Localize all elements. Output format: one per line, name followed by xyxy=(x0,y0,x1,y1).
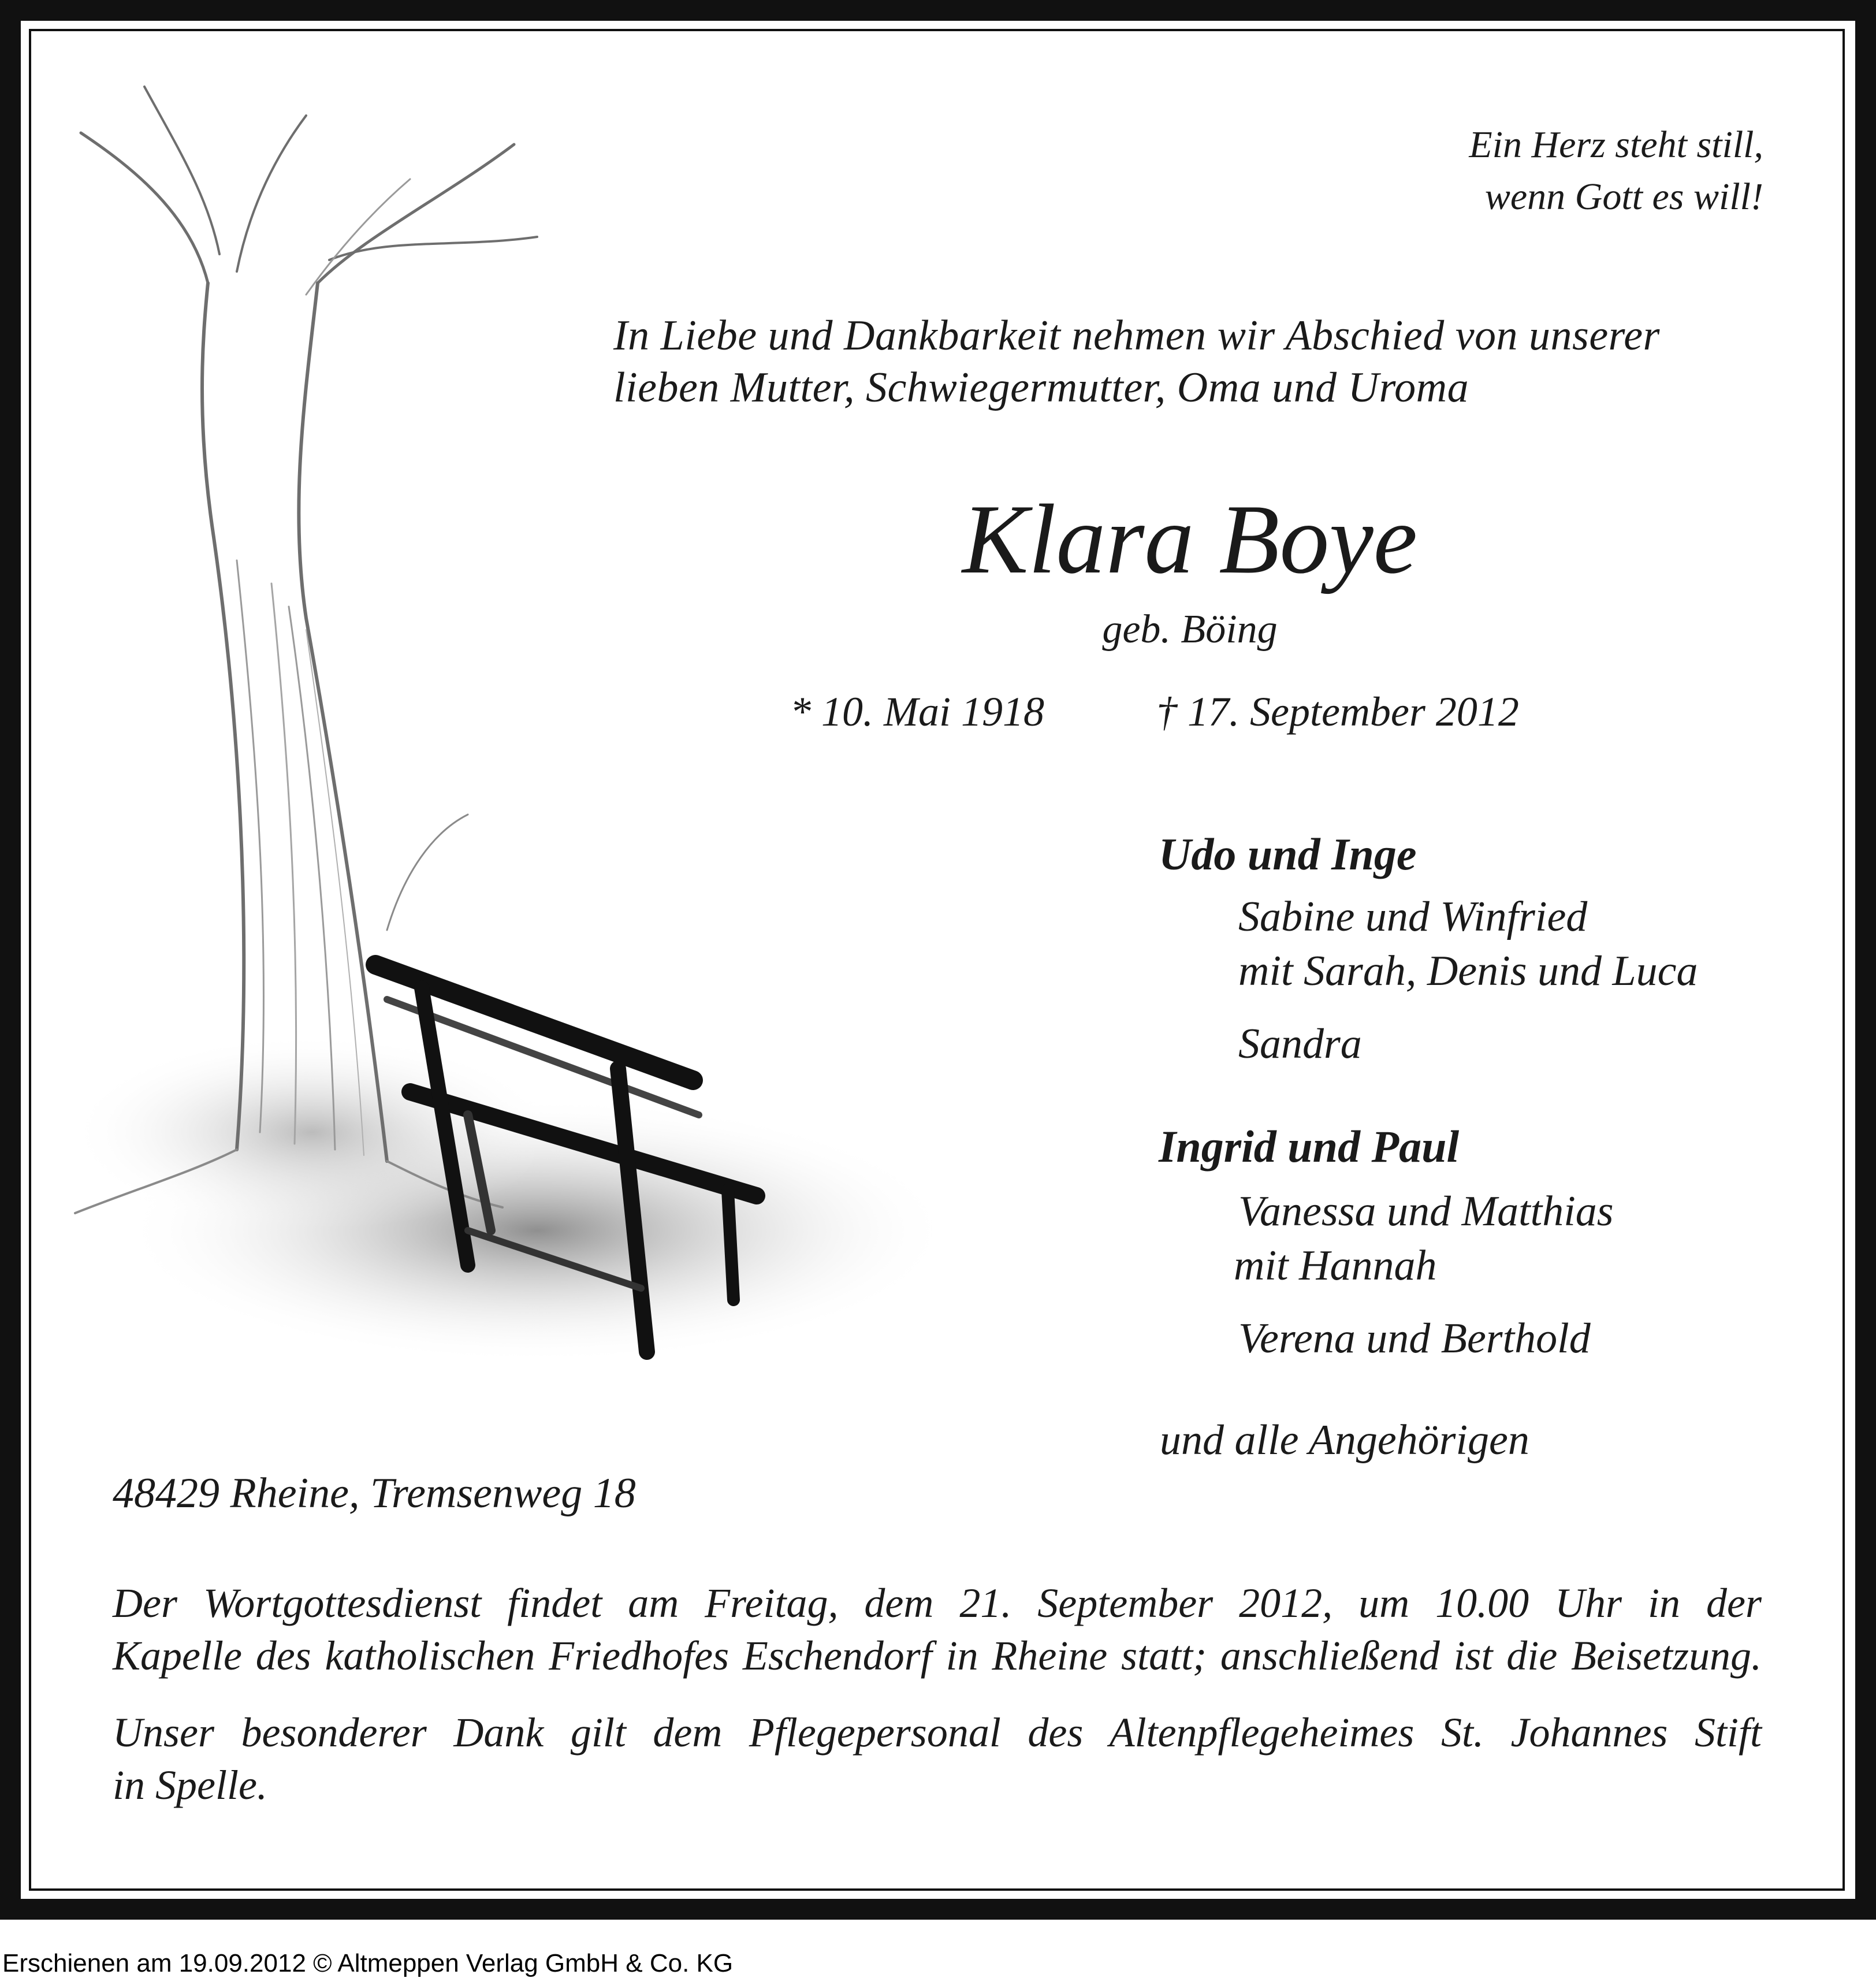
thanks-line-2: in Spelle. xyxy=(113,1762,267,1808)
family-member: Sandra xyxy=(1238,1020,1362,1068)
family-head-1: Udo und Inge xyxy=(1159,829,1417,879)
family-member: mit Sarah, Denis und Luca xyxy=(1238,947,1698,995)
service-paragraph xyxy=(113,1577,1762,1682)
family-member: Sabine und Winfried xyxy=(1238,893,1588,940)
intro-line-2: lieben Mutter, Schwiegermutter, Oma und Uroma xyxy=(613,364,1469,411)
family-member: mit Hannah xyxy=(1234,1242,1437,1289)
family-member: Verena und Berthold xyxy=(1238,1315,1591,1362)
intro-line-1: In Liebe und Dankbarkeit nehmen wir Abschied von unserer xyxy=(613,312,1660,359)
birth-date: * 10. Mai 1918 xyxy=(790,689,1044,735)
thanks-line-1: Unser besonderer Dank gilt dem Pflegepersonal des Altenpflegeheimes St. Johannes Stift xyxy=(113,1709,1762,1756)
relatives-line: und alle Angehörigen xyxy=(1160,1416,1529,1464)
publication-footer: Erschienen am 19.09.2012 © Altmeppen Verlag GmbH & Co. KG xyxy=(2,1949,734,1977)
family-head-2: Ingrid und Paul xyxy=(1159,1121,1460,1172)
service-line-2: Kapelle des katholischen Friedhofes Eschendorf in Rheine statt; anschließend ist die Beisetzung. xyxy=(113,1633,1762,1679)
maiden-name: geb. Böing xyxy=(1102,607,1278,652)
motto-line-2: wenn Gott es will! xyxy=(1484,176,1763,218)
death-date: † 17. September 2012 xyxy=(1156,689,1519,735)
service-line-1: Der Wortgottesdienst findet am Freitag, dem 21. September 2012, um 10.00 Uhr in der xyxy=(113,1580,1762,1626)
deceased-name: Klara Boye xyxy=(962,485,1418,594)
thanks-paragraph xyxy=(113,1706,1762,1812)
family-member: Vanessa und Matthias xyxy=(1238,1188,1614,1235)
address: 48429 Rheine, Tremsenweg 18 xyxy=(113,1470,636,1517)
motto-line-1: Ein Herz steht still, xyxy=(1469,124,1763,166)
